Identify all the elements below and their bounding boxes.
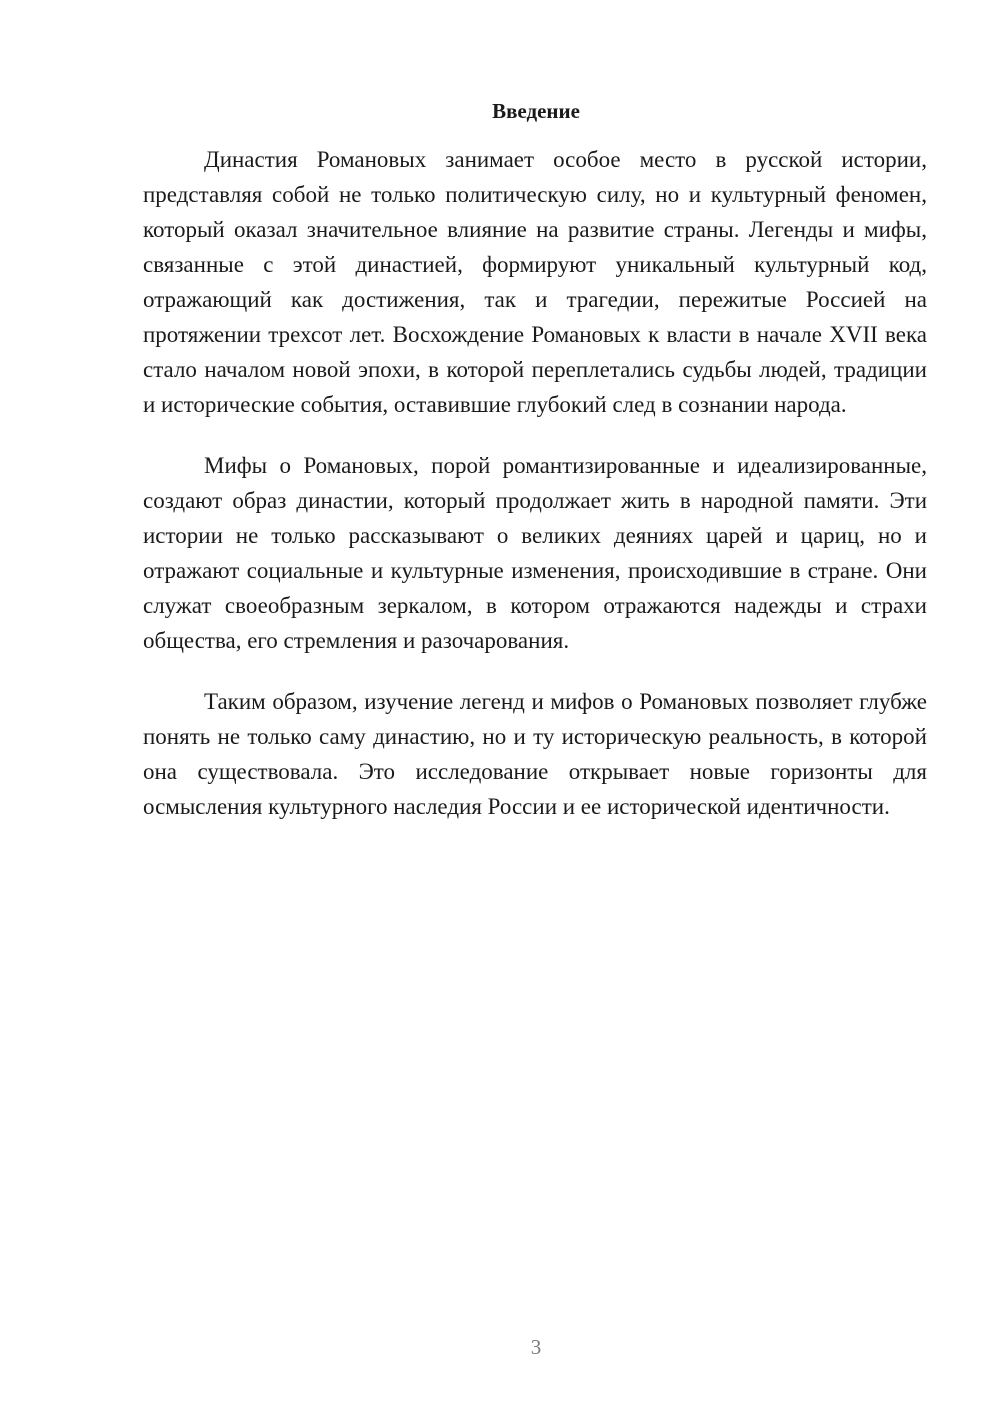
section-heading: Введение (492, 99, 580, 123)
body-text (143, 142, 927, 850)
paragraph-1: Династия Романовых занимает особое место в русской истории, представляя собой не только политическую силу, но и культурный феномен, который оказал значительное влияние на развитие страны. Легенды и мифы, связанные с этой династией, формируют уникальный культурный код, отражающий как достижения, так и трагедии, пережитые Россией на протяжении трехсот лет. Восхождение Романовых к власти в начале XVII века стало началом новой эпохи, в которой переплетались судьбы людей, традиции и исторические события, оставившие глубокий след в сознании народа. (143, 147, 927, 417)
paragraph-2: Мифы о Романовых, порой романтизированные и идеализированные, создают образ династии, который продолжает жить в народной памяти. Эти истории не только рассказывают о великих деяниях царей и цариц, но и отражают социальные и культурные изменения, происходившие в стране. Они служат своеобразным зеркалом, в котором отражаются надежды и страхи общества, его стремления и разочарования. (143, 453, 927, 653)
page-number: 3 (530, 1335, 542, 1359)
paragraph-3: Таким образом, изучение легенд и мифов о Романовых позволяет глубже понять не только саму династию, но и ту историческую реальность, в которой она существовала. Это исследование открывает новые горизонты для осмысления культурного наследия России и ее исторической идентичности. (143, 689, 927, 819)
